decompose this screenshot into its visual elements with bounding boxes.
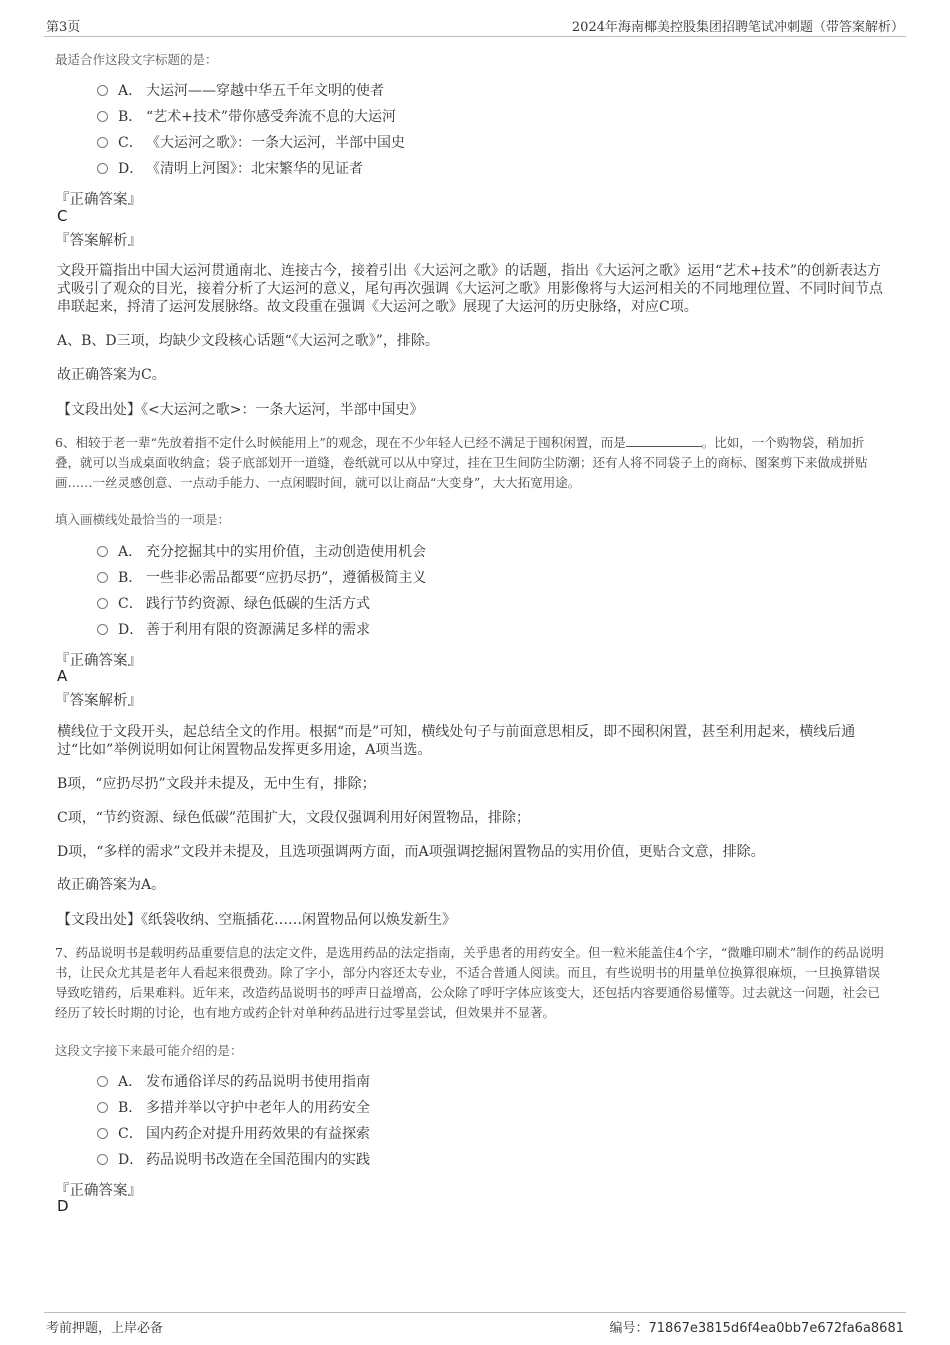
q5-answer: C [57,207,68,225]
q5-option-d[interactable] [97,159,363,179]
document-code-value: 71867e3815d6f4ea0bb7e672fa6a8681 [648,1321,904,1336]
q5-option-b[interactable] [97,107,396,127]
radio-icon[interactable] [97,624,108,635]
radio-icon[interactable] [97,1128,108,1139]
radio-icon[interactable] [97,111,108,122]
page-header [44,14,906,37]
radio-icon[interactable] [97,85,108,96]
q5-analysis-paragraph: 故正确答案为C。 [57,367,166,383]
q6-analysis-label: 『答案解析』 [55,693,142,709]
option-letter: B． [118,570,143,586]
q5-option-a[interactable] [97,81,384,101]
q6-question [55,433,885,493]
option-letter: A． [118,1074,143,1090]
option-text: 大运河——穿越中华五千年文明的使者 [146,83,384,99]
q5-source: 【文段出处】《<大运河之歌>：一条大运河，半部中国史》 [57,402,424,418]
q7-prompt: 这段文字接下来最可能介绍的是： [55,1043,243,1058]
document-code [609,1317,904,1336]
option-letter: C． [118,1126,143,1142]
q5-analysis-paragraph: A、B、D三项，均缺少文段核心话题“《大运河之歌》”，排除。 [57,333,439,349]
q6-source: 【文段出处】《纸袋收纳、空瓶插花……闲置物品何以焕发新生》 [57,912,456,928]
radio-icon[interactable] [97,1102,108,1113]
option-text: 践行节约资源、绿色低碳的生活方式 [146,596,370,612]
q5-prompt: 最适合作这段文字标题的是： [55,52,218,67]
q6-option-a[interactable] [97,542,426,562]
option-letter: D． [118,622,144,638]
q5-analysis-paragraph: 文段开篇指出中国大运河贯通南北、连接古今，接着引出《大运河之歌》的话题，指出《大运河之歌》运用“艺术+技术”的创新表达方式吸引了观众的目光，接着分析了大运河的意义，尾句再次强调《大运河之歌》用影像将与大运河相关的不同地理位置、不同时间节点串联起来，捋清了运河发展脉络。故文段重在强调《大运河之歌》展现了大运河的历史脉络，对应C项。 [57,263,883,315]
q6-answer: A [57,667,68,685]
q6-option-b[interactable] [97,568,426,588]
option-letter: C． [118,596,143,612]
page-footer [44,1312,906,1337]
radio-icon[interactable] [97,1076,108,1087]
option-text: “艺术+技术”带你感受奔流不息的大运河 [146,109,397,125]
radio-icon[interactable] [97,598,108,609]
option-text: 善于利用有限的资源满足多样的需求 [146,622,370,638]
q7-option-c[interactable] [97,1124,370,1144]
q6-correct-answer-label: 『正确答案』 [55,653,142,669]
q5-correct-answer-label: 『正确答案』 [55,192,142,208]
page-number: 第3页 [46,20,81,35]
q7-option-b[interactable] [97,1098,370,1118]
option-text: 一些非必需品都要“应扔尽扔”，遵循极简主义 [146,570,427,586]
option-letter: C． [118,135,143,151]
radio-icon[interactable] [97,572,108,583]
option-text: 多措并举以守护中老年人的用药安全 [146,1100,370,1116]
option-text: 国内药企对提升用药效果的有益探索 [146,1126,370,1142]
q7-answer: D [57,1197,69,1215]
q7-option-a[interactable] [97,1072,370,1092]
q6-analysis-paragraph: D项，“多样的需求”文段并未提及，且选项强调两方面，而A项强调挖掘闲置物品的实用价值，更贴合文意，排除。 [57,844,765,860]
q5-analysis-label: 『答案解析』 [55,233,142,249]
radio-icon[interactable] [97,1154,108,1165]
q6-option-c[interactable] [97,594,370,614]
q7-question: 7、药品说明书是载明药品重要信息的法定文件，是选用药品的法定指南，关乎患者的用药安全。但一粒米能盖住4个字，“微雕印刷术”制作的药品说明书，让民众尤其是老年人看起来很费劲。除了字小，部分内容还太专业，不适合普通人阅读。而且，有些说明书的用量单位换算很麻烦，一旦换算错误导致吃错药，后果难料。近年来，改造药品说明书的呼声日益增高，公众除了呼吁字体应该变大，还包括内容要通俗易懂等。过去就这一问题，社会已经历了较长时期的讨论，也有地方或药企针对单种药品进行过零星尝试，但效果并不显著。 [55,945,884,1020]
document-code-label: 编号： [609,1321,649,1336]
option-text: 充分挖掘其中的实用价值，主动创造使用机会 [146,544,426,560]
option-text: 《清明上河图》：北宋繁华的见证者 [146,161,363,177]
q5-option-c[interactable] [97,133,405,153]
q7-option-d[interactable] [97,1150,370,1170]
q6-option-d[interactable] [97,620,370,640]
q7-correct-answer-label: 『正确答案』 [55,1183,142,1199]
q6-prompt: 填入画横线处最恰当的一项是： [55,512,231,527]
q6-analysis-paragraph: 故正确答案为A。 [57,877,166,893]
option-letter: D． [118,1152,144,1168]
radio-icon[interactable] [97,546,108,557]
option-text: 《大运河之歌》：一条大运河，半部中国史 [146,135,405,151]
option-text: 发布通俗详尽的药品说明书使用指南 [146,1074,370,1090]
radio-icon[interactable] [97,163,108,174]
option-text: 药品说明书改造在全国范围内的实践 [146,1152,370,1168]
q6-analysis-paragraph: C项，“节约资源、绿色低碳”范围扩大，文段仅强调利用好闲置物品，排除； [57,810,531,826]
q6-analysis-paragraph: 横线位于文段开头，起总结全文的作用。根据“而是”可知，横线处句子与前面意思相反，即不囤积闲置，甚至利用起来，横线后通过“比如”举例说明如何让闲置物品发挥更多用途，A项当选。 [57,724,856,758]
option-letter: D． [118,161,144,177]
radio-icon[interactable] [97,137,108,148]
document-title: 2024年海南椰美控股集团招聘笔试冲刺题（带答案解析） [571,20,904,35]
q6-question-text: 6、相较于老一辈“先放着指不定什么时候能用上”的观念，现在不少年轻人已经不满足于囤积闲置，而是 [55,435,626,450]
footer-slogan: 考前押题，上岸必备 [46,1321,164,1336]
q6-question-text: 。比如，一个购物袋，稍加折叠，就可以当成桌面收纳盒；袋子底部划开一道缝，卷纸就可以从中穿过，挂在卫生间防尘防潮；还有人将不同袋子上的商标、图案剪下来做成拼贴画……一丝灵感创意、一点动手能力、一点闲暇时间，就可以让商品“大变身”，大大拓宽用途。 [55,435,868,490]
option-letter: B． [118,109,143,125]
fill-blank [626,434,702,447]
option-letter: A． [118,544,143,560]
option-letter: A． [118,83,143,99]
q6-analysis-paragraph: B项，“应扔尽扔”文段并未提及，无中生有，排除； [57,776,376,792]
option-letter: B． [118,1100,143,1116]
